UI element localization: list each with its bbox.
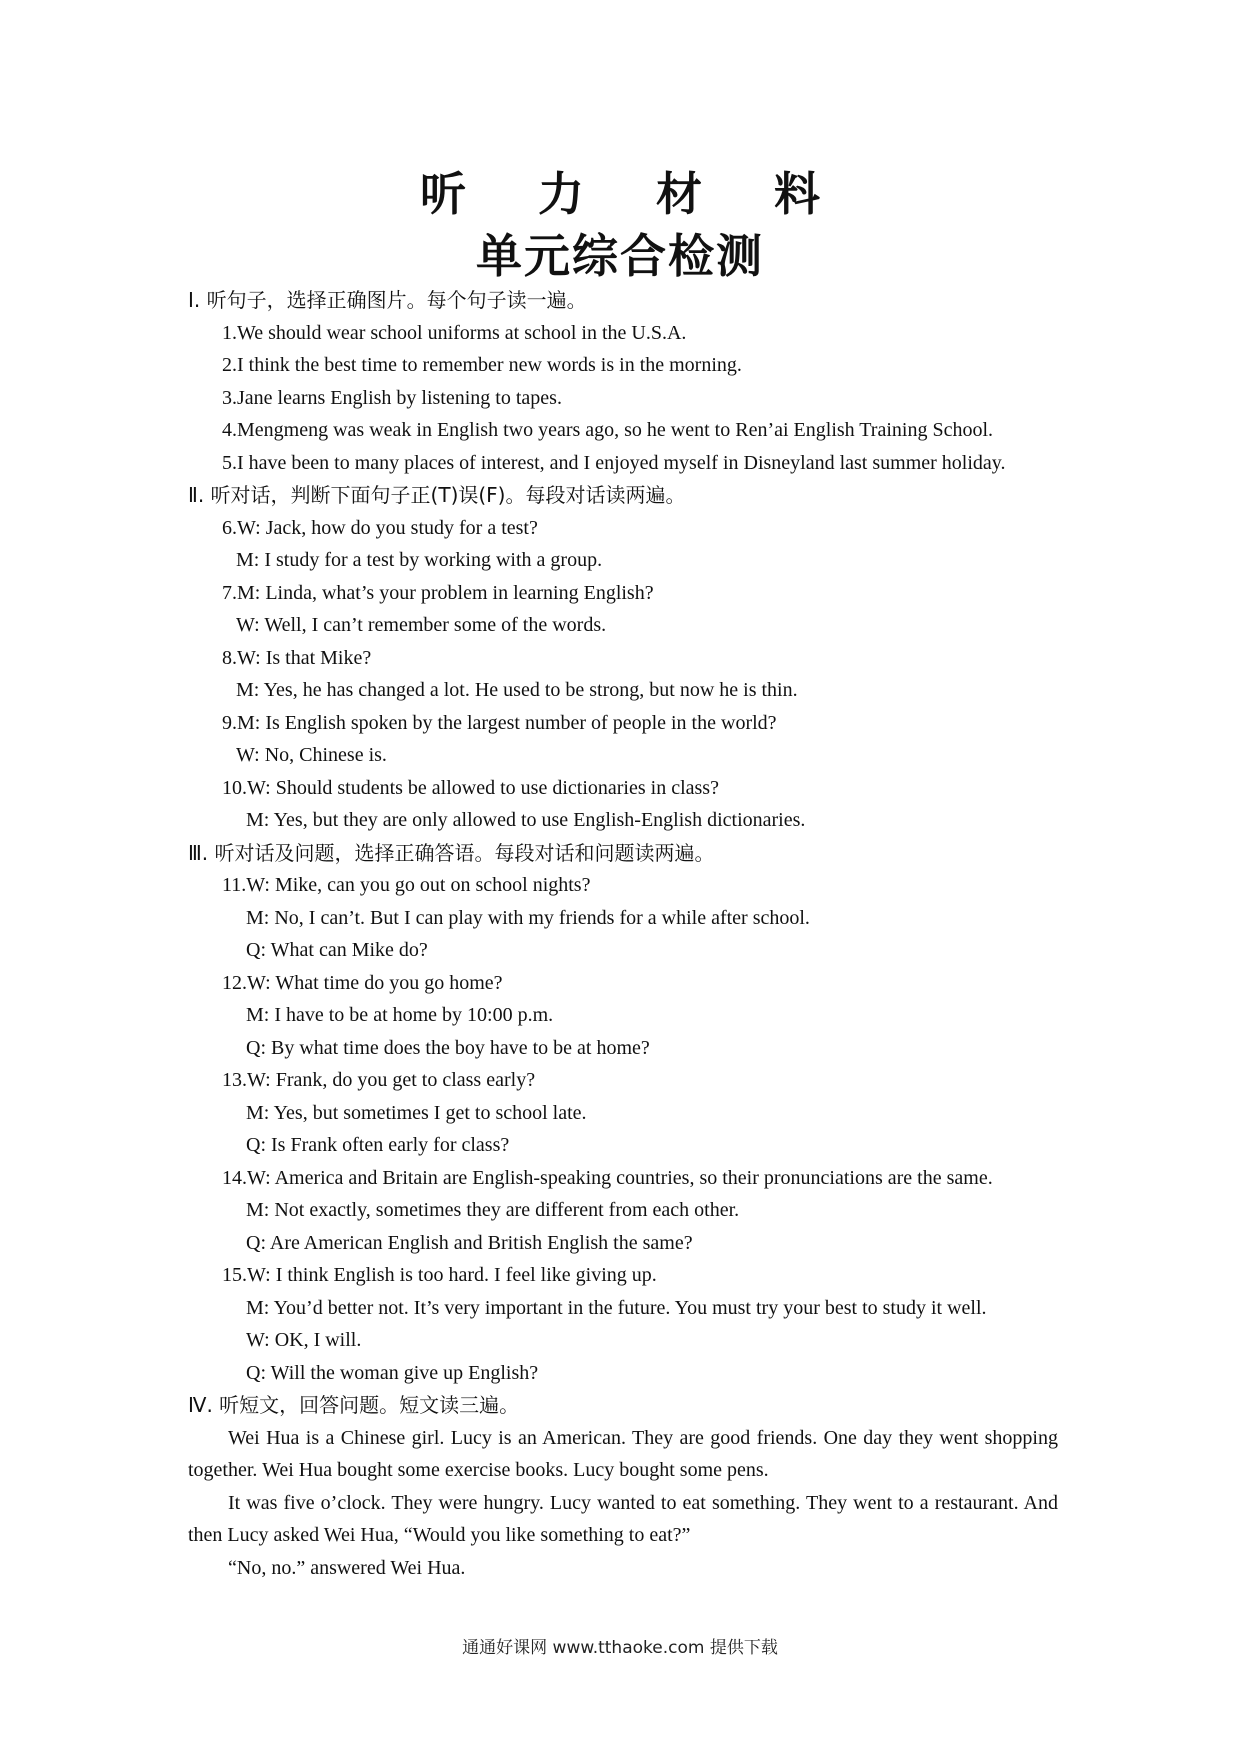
dialog-line: 9.M: Is English spoken by the largest number of people in the world? bbox=[222, 711, 777, 734]
dialog-line: M: Yes, but they are only allowed to use English-English dictionaries. bbox=[246, 809, 806, 831]
page-footer: 通通好课网 www.tthaoke.com 提供下载 bbox=[462, 1638, 778, 1658]
section-4-heading: Ⅳ. 听短文，回答问题。短文读三遍。 bbox=[188, 1393, 520, 1417]
dialog-line: 15.W: I think English is too hard. I feel like giving up. bbox=[222, 1264, 657, 1286]
page-title: 听 力 材 料 bbox=[419, 167, 849, 221]
page-subtitle: 单元综合检测 bbox=[476, 229, 764, 283]
dialog-line: M: Not exactly, sometimes they are different from each other. bbox=[246, 1199, 740, 1221]
dialog-line: 12.W: What time do you go home? bbox=[222, 971, 503, 994]
section-2-heading: Ⅱ. 听对话，判断下面句子正(T)误(F)。每段对话读两遍。 bbox=[188, 483, 686, 507]
dialog-line: 10.W: Should students be allowed to use dictionaries in class? bbox=[222, 776, 719, 799]
question-line: Q: Is Frank often early for class? bbox=[246, 1134, 510, 1156]
section-1-item: 3.Jane learns English by listening to tapes. bbox=[222, 386, 562, 409]
dialog-line: 7.M: Linda, what’s your problem in learning English? bbox=[222, 581, 654, 604]
question-line: Q: What can Mike do? bbox=[246, 939, 428, 961]
section-1-heading: Ⅰ. 听句子，选择正确图片。每个句子读一遍。 bbox=[188, 288, 587, 312]
dialog-line: 8.W: Is that Mike? bbox=[222, 646, 372, 669]
dialog-line: 6.W: Jack, how do you study for a test? bbox=[222, 516, 538, 539]
question-line: Q: Are American English and British English the same? bbox=[246, 1231, 693, 1254]
dialog-line: M: I have to be at home by 10:00 p.m. bbox=[246, 1004, 554, 1026]
section-1-item: 1.We should wear school uniforms at school in the U.S.A. bbox=[222, 321, 687, 344]
dialog-line: W: OK, I will. bbox=[246, 1329, 362, 1351]
passage-paragraph: “No, no.” answered Wei Hua. bbox=[228, 1556, 466, 1579]
passage-paragraph: It was five o’clock. They were hungry. Lucy wanted to eat something. They went to a restaurant. And then Lucy asked Wei Hua, “Would you like something to eat?” bbox=[188, 1491, 1058, 1546]
dialog-line: M: You’d better not. It’s very important in the future. You must try your best to study it well. bbox=[246, 1296, 987, 1319]
document-content bbox=[188, 284, 1058, 1584]
dialog-line: 11.W: Mike, can you go out on school nights? bbox=[222, 874, 591, 896]
dialog-line: M: Yes, he has changed a lot. He used to be strong, but now he is thin. bbox=[236, 679, 798, 701]
dialog-line: M: I study for a test by working with a group. bbox=[236, 549, 603, 571]
passage-paragraph: Wei Hua is a Chinese girl. Lucy is an American. They are good friends. One day they went shopping together. Wei Hua bought some exercise books. Lucy bought some pens. bbox=[188, 1426, 1058, 1481]
question-line: Q: Will the woman give up English? bbox=[246, 1361, 539, 1384]
question-line: Q: By what time does the boy have to be at home? bbox=[246, 1036, 650, 1059]
dialog-line: W: Well, I can’t remember some of the words. bbox=[236, 614, 607, 636]
section-1-item: 4.Mengmeng was weak in English two years ago, so he went to Ren’ai English Training School. bbox=[222, 419, 994, 441]
dialog-line: M: No, I can’t. But I can play with my friends for a while after school. bbox=[246, 906, 810, 929]
dialog-line: 13.W: Frank, do you get to class early? bbox=[222, 1069, 536, 1091]
section-3-heading: Ⅲ. 听对话及问题，选择正确答语。每段对话和问题读两遍。 bbox=[188, 840, 715, 865]
section-1-item: 5.I have been to many places of interest, and I enjoyed myself in Disneyland last summer holiday. bbox=[222, 451, 1006, 474]
dialog-line: 14.W: America and Britain are English-speaking countries, so their pronunciations are the same. bbox=[222, 1166, 993, 1189]
dialog-line: M: Yes, but sometimes I get to school late. bbox=[246, 1101, 587, 1124]
dialog-line: W: No, Chinese is. bbox=[236, 744, 387, 766]
section-1-item: 2.I think the best time to remember new words is in the morning. bbox=[222, 354, 742, 376]
